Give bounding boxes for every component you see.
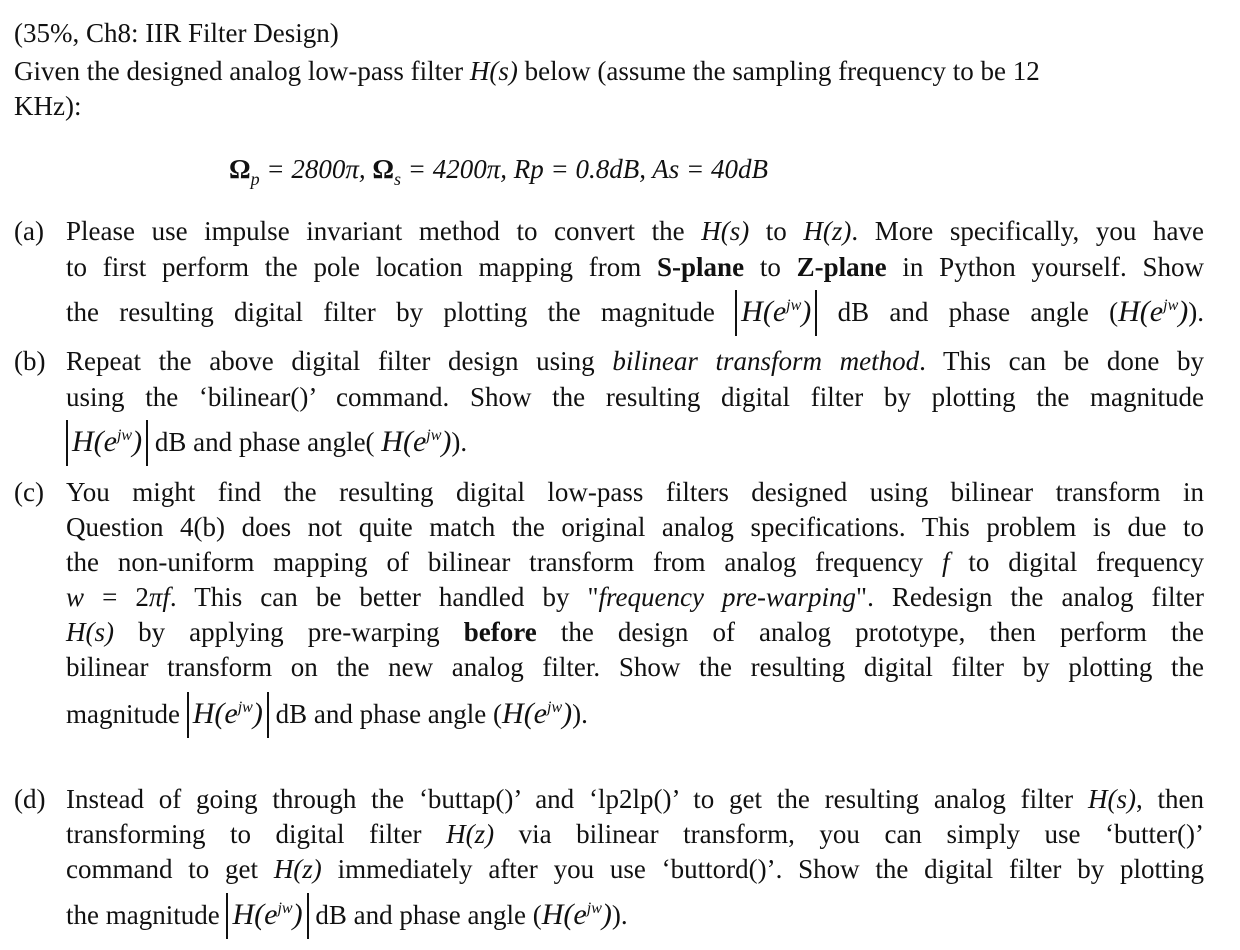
part-c-line-3: the non-uniform mapping of bilinear transform from analog frequency f to digital frequency <box>66 547 1204 577</box>
part-a-line-2: to first perform the pole location mapping from S-plane to Z-plane in Python yourself. Show <box>66 252 1204 282</box>
part-b-line-1: Repeat the above digital filter design using bilinear transform method. This can be done by <box>66 346 1204 376</box>
part-d-line-2: transforming to digital filter H(z) via bilinear transform, you can simply use ‘butter()’ <box>66 819 1204 849</box>
part-a-line-3: the resulting digital filter by plotting the magnitude $H(e^{jw})$ dB and phase angle $(H(e^{jw}))$. <box>66 295 1204 328</box>
part-c-label: (c) <box>14 477 44 507</box>
part-d-line-3: command to get H(z) immediately after you use ‘buttord()’. Show the digital filter by plotting <box>66 854 1204 884</box>
intro-line-2: KHz): <box>14 91 82 121</box>
heading: (35%, Ch8: IIR Filter Design) <box>14 18 339 48</box>
part-b-line-3: $H(e^{jw})$ dB and phase angle( $H(e^{jw})$). <box>66 424 1204 460</box>
part-c-line-4: w = 2πf. This can be better handled by "frequency pre-warping". Redesign the analog filter <box>66 582 1204 612</box>
part-c-line-2: Question 4(b) does not quite match the original analog specifications. This problem is due to <box>66 512 1204 542</box>
part-c-line-7: magnitude $H(e^{jw})$ dB and phase angle $(H(e^{jw}))$. <box>66 697 588 730</box>
part-c-line-1: You might find the resulting digital low-pass filters designed using bilinear transform in <box>66 477 1204 507</box>
part-a-label: (a) <box>14 216 44 246</box>
part-a-line-1: Please use impulse invariant method to convert the H(s) to H(z). More specifically, you have <box>66 216 1204 246</box>
part-d-line-1: Instead of going through the ‘buttap()’ and ‘lp2lp()’ to get the resulting analog filter H(s), then <box>66 784 1204 814</box>
spec-formula: $\Omega_p = 2800\pi$, $\Omega_s = 4200\pi$, Rp = 0.8dB, As = 40dB <box>229 154 768 189</box>
part-b-label: (b) <box>14 346 46 376</box>
part-c-line-6: bilinear transform on the new analog filter. Show the resulting digital filter by plotting the <box>66 652 1204 682</box>
part-d-label: (d) <box>14 784 46 814</box>
intro-line-1: Given the designed analog low-pass filter H(s) below (assume the sampling frequency to be 12 <box>14 56 1040 86</box>
part-c-line-5: H(s) by applying pre-warping before the design of analog prototype, then perform the <box>66 617 1204 647</box>
part-b-line-2: using the ‘bilinear()’ command. Show the resulting digital filter by plotting the magnitude <box>66 382 1204 412</box>
part-d-line-4: the magnitude $H(e^{jw})$ dB and phase angle $(H(e^{jw}))$. <box>66 898 628 931</box>
